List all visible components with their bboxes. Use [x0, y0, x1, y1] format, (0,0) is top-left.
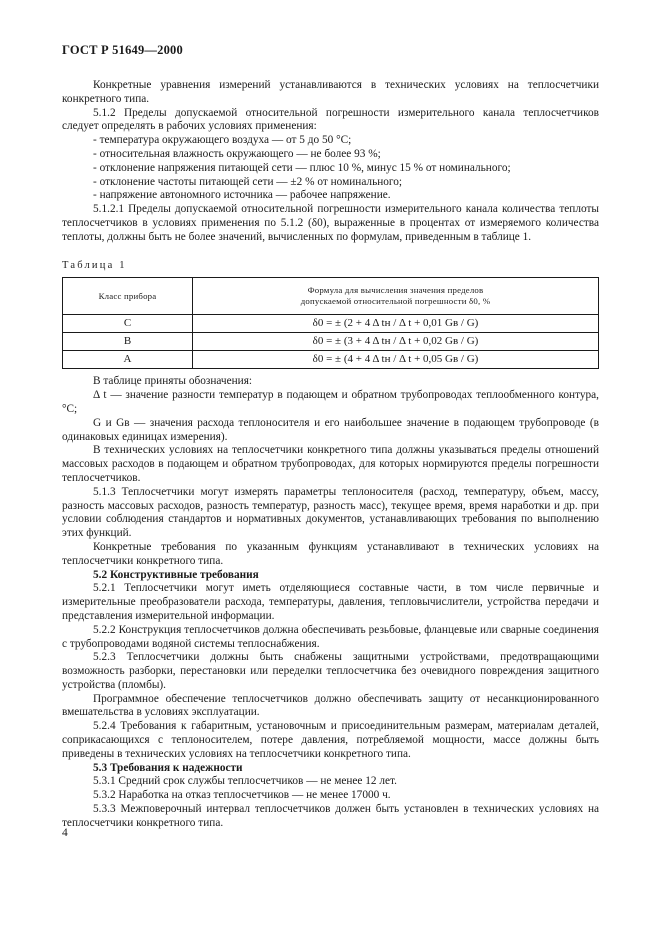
paragraph-5-1-2: 5.1.2 Пределы допускаемой относительной погрешности измерительного канала теплосчетчиков следует определять в рабочих условиях применения: [62, 106, 599, 133]
paragraph-5-3-2: 5.3.2 Наработка на отказ теплосчетчиков — не менее 17000 ч. [93, 789, 391, 802]
page-number: 4 [62, 827, 68, 839]
document-id: ГОСТ Р 51649—2000 [62, 43, 183, 57]
paragraph-5-1-3: 5.1.3 Теплосчетчики могут измерять параметры теплоносителя (расход, температуру, объем, массу, разность массовых расходов, разность температур, разность масс), текущее время, время наработки и др. при условии соблюдения стандартов и нормативных документов, устанавливающих требования по выполнению этих функций. [62, 485, 599, 540]
table-cell-formula: δ0 = ± (4 + 4 Δ tн / Δ t + 0,05 Gв / G) [193, 351, 599, 369]
table-cell-class: A [63, 351, 193, 369]
table-header-class: Класс прибора [63, 278, 193, 315]
section-title-5-3: 5.3 Требования к надежности [93, 761, 243, 774]
paragraph-5-3-3: 5.3.3 Межповерочный интервал теплосчетчиков должен быть установлен в технических условиях на теплосчетчики конкретного типа. [62, 803, 599, 829]
paragraph-5-1-2-1: 5.1.2.1 Пределы допускаемой относительной погрешности измерительного канала количества теплоты теплосчетчиков в условиях применения по 5.1.2 (δ0), выраженные в процентах от измеряемого количества теплоты, должны быть не более значений, вычисленных по формулам, приведенным в таблице 1. [62, 203, 599, 243]
document-body [62, 79, 599, 831]
list-item: - температура окружающего воздуха — от 5 до 50 °С; [93, 134, 352, 147]
list-item: - отклонение напряжения питающей сети — плюс 10 %, минус 15 % от номинального; [93, 161, 511, 174]
list-item: - относительная влажность окружающего — не более 93 %; [93, 147, 381, 160]
table-cell-class: C [63, 315, 193, 333]
table-caption: Таблица 1 [62, 259, 127, 271]
table-cell-class: B [63, 333, 193, 351]
table-header-formula [193, 278, 599, 315]
paragraph: В таблице приняты обозначения: [93, 375, 253, 388]
paragraph: В технических условиях на теплосчетчики конкретного типа должны указываться пределы отношений массовых расходов в подающем и обратном трубопроводах, для которых нормируются пределы погрешности теплосчетчиков. [62, 444, 599, 484]
table-cell-formula: δ0 = ± (2 + 4 Δ tн / Δ t + 0,01 Gв / G) [193, 315, 599, 333]
paragraph: Конкретные требования по указанным функциям устанавливают в технических условиях на теплосчетчики конкретного типа. [62, 540, 599, 567]
header-line-2: допускаемой относительной погрешности δ0, % [300, 296, 491, 307]
paragraph: Программное обеспечение теплосчетчиков должно обеспечивать защиту от несанкционированного вмешательства в условиях эксплуатации. [62, 692, 599, 719]
formula-table [62, 277, 599, 369]
list-item: - напряжение автономного источника — рабочее напряжение. [93, 189, 391, 202]
list-item: - отклонение частоты питающей сети — ±2 % от номинального; [93, 175, 403, 188]
paragraph: Δ t — значение разности температур в подающем и обратном трубопроводах теплообменного контура, °С; [62, 389, 599, 415]
table-cell-formula: δ0 = ± (3 + 4 Δ tн / Δ t + 0,02 Gв / G) [193, 333, 599, 351]
paragraph: G и Gв — значения расхода теплоносителя и его наибольшее значение в подающем трубопроводе (в одинаковых единицах измерения). [62, 416, 599, 443]
paragraph-5-2-1: 5.2.1 Теплосчетчики могут иметь отделяющиеся составные части, в том числе первичные и измерительные преобразователи расхода, температуры, давления, тепловычислители, устройства передачи и представления измерительной информации. [62, 582, 599, 622]
table-row [63, 351, 599, 369]
paragraph-5-2-4: 5.2.4 Требования к габаритным, установочным и присоединительным размерам, материалам деталей, соприкасающихся с теплоносителем, потере давления, потребляемой мощности, массе должны быть приведены в технических условиях на теплосчетчики конкретного типа. [62, 720, 599, 760]
table-header-row [63, 278, 599, 315]
header-line-1: Формула для вычисления значения пределов [307, 285, 484, 296]
paragraph-5-2-2: 5.2.2 Конструкция теплосчетчиков должна обеспечивать резьбовые, фланцевые или сварные соединения с трубопроводами водяной системы теплоснабжения. [62, 623, 599, 650]
section-title-5-2: 5.2 Конструктивные требования [93, 568, 259, 581]
paragraph: Конкретные уравнения измерений устанавливаются в технических условиях на теплосчетчики конкретного типа. [62, 79, 599, 105]
paragraph-5-2-3: 5.2.3 Теплосчетчики должны быть снабжены защитными устройствами, предотвращающими возможность разборки, перестановки или переделки теплосчетчика без очевидного повреждения защитного устройства (пломбы). [62, 651, 599, 691]
table-row [63, 333, 599, 351]
table-row [63, 315, 599, 333]
paragraph-5-3-1: 5.3.1 Средний срок службы теплосчетчиков — не менее 12 лет. [93, 775, 397, 788]
